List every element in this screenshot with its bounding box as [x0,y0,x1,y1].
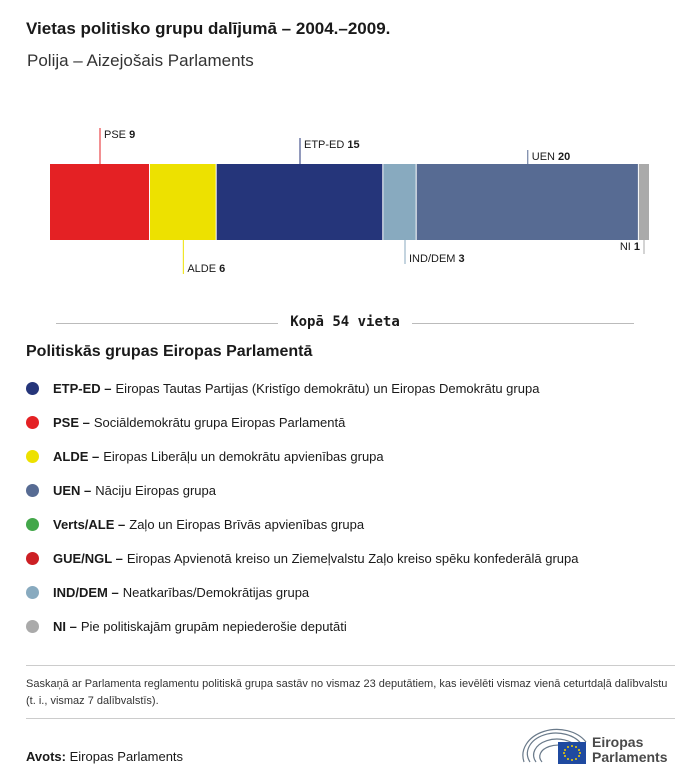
bar-label: IND/DEM 3 [409,253,465,265]
legend-desc: Eiropas Apvienotā kreiso un Ziemeļvalstu Zaļo kreiso spēku konfederālā grupa [126,550,579,566]
divider [26,718,675,719]
legend-item [26,507,578,541]
total-label: Kopā 54 vieta [278,314,412,330]
legend-item [26,473,578,507]
legend-item [26,541,578,575]
legend-abbr: IND/DEM – [53,584,119,600]
logo-line2: Parlaments [592,749,668,765]
legend-item [26,371,578,405]
bar-uen [417,164,638,240]
legend-dot [26,382,39,395]
legend-desc: Nāciju Eiropas grupa [95,482,216,498]
bar-etped [217,164,383,240]
legend-item [26,405,578,439]
bar-pse [50,164,149,240]
legend-dot [26,518,39,531]
legend-item [26,575,578,609]
legend-abbr: GUE/NGL – [53,550,123,566]
divider [26,665,675,666]
legend-dot [26,586,39,599]
total-seats [56,313,634,333]
legend-abbr: NI – [53,618,77,634]
stacked-bar-chart [0,100,700,280]
legend-abbr: Verts/ALE – [53,516,126,532]
bar-label: ETP-ED 15 [304,139,360,151]
legend-desc: Eiropas Liberāļu un demokrātu apvienības grupa [103,448,384,464]
legend-dot [26,484,39,497]
legend-desc: Zaļo un Eiropas Brīvās apvienības grupa [129,516,365,532]
footnote: Saskaņā ar Parlamenta reglamentu politiskā grupa sastāv no vismaz 23 deputātiem, kas ievēlēti vismaz vienā ceturtdaļā dalībvalstu (t. i., vismaz 7 dalībvalstīs). [26,678,668,707]
bar-alde [150,164,216,240]
legend-desc: Neatkarības/Demokrātijas grupa [122,584,310,600]
legend-desc: Pie politiskajām grupām nepiederošie deputāti [80,618,347,634]
bar-label: PSE 9 [104,129,136,141]
bar-ni [639,164,649,240]
chart-title: Vietas politisko grupu dalījumā – 2004.–2009. [26,19,391,38]
bar-label: NI 1 [619,241,640,253]
legend-item [26,439,578,473]
source [26,749,183,764]
source-value: Eiropas Parlaments [69,749,184,764]
legend-abbr: PSE – [53,414,90,430]
chart-subtitle: Polija – Aizejošais Parlaments [27,51,254,70]
legend-abbr: ALDE – [53,448,100,464]
legend-abbr: ETP-ED – [53,380,112,396]
bar-label: UEN 20 [531,151,571,163]
legend-dot [26,450,39,463]
logo-text [592,735,667,765]
legend-desc: Sociāldemokrātu grupa Eiropas Parlamentā [93,414,346,430]
legend-abbr: UEN – [53,482,92,498]
source-label: Avots: [26,749,66,764]
legend [26,371,578,643]
bar-inddem [383,164,415,240]
legend-dot [26,416,39,429]
bar-label: ALDE 6 [187,263,226,275]
logo-line1: Eiropas [592,734,644,750]
legend-dot [26,552,39,565]
legend-desc: Eiropas Tautas Partijas (Kristīgo demokrātu) un Eiropas Demokrātu grupa [115,380,540,396]
legend-dot [26,620,39,633]
legend-title: Politiskās grupas Eiropas Parlamentā [26,343,313,360]
legend-item [26,609,578,643]
